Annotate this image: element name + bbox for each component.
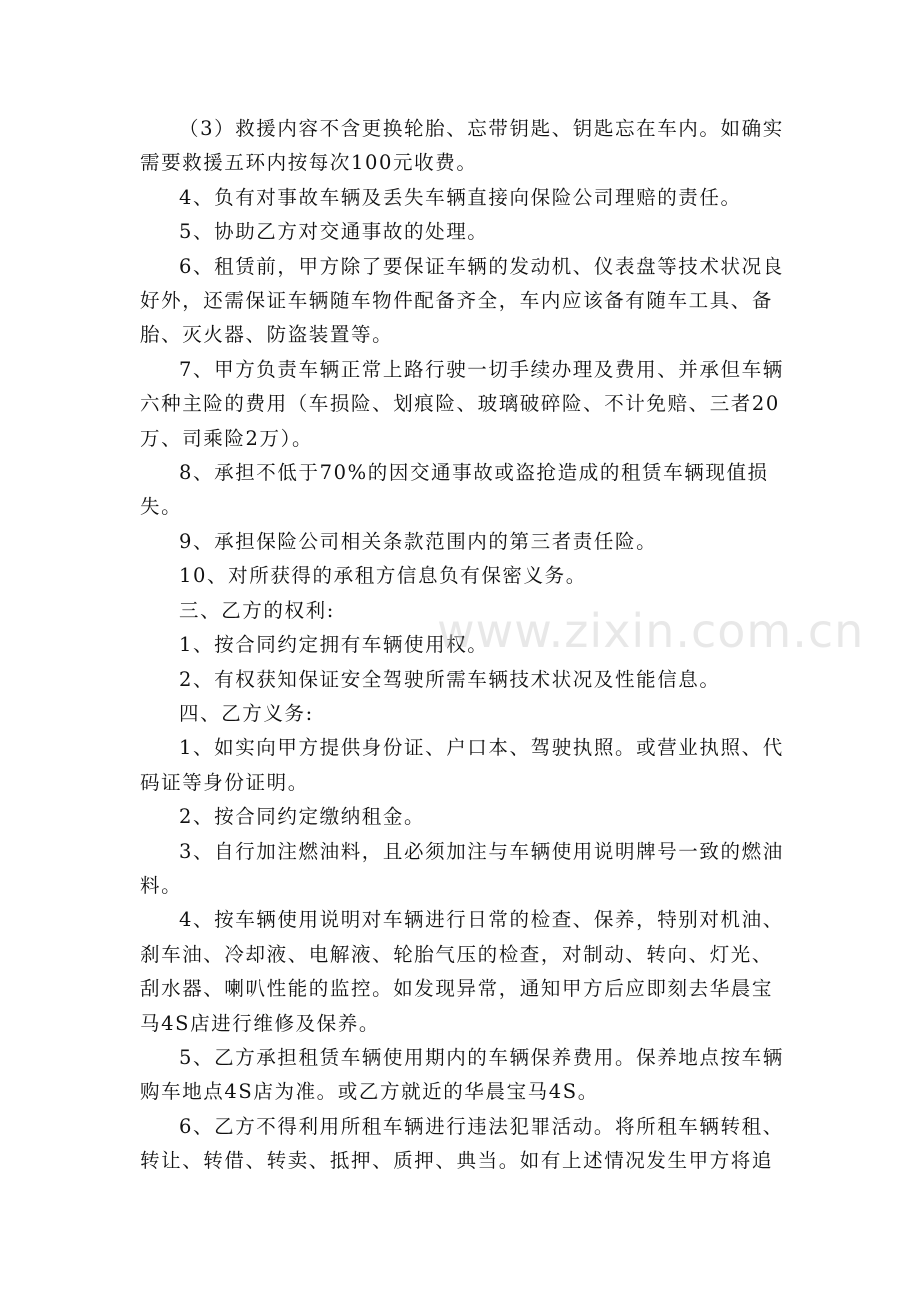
paragraph-info-right: 2、有权获知保证安全驾驶所需车辆技术状况及性能信息。 <box>179 667 721 691</box>
paragraph-daily-inspection: 4、按车辆使用说明对车辆进行日常的检查、保养，特别对机油、刹车油、冷却液、电解液、轮胎气压的检查，对制动、转向、灯光、刮水器、喇叭性能的监控。如发现异常，通知甲方后应即刻去华晨宝马4S店进行维修及保养。 <box>140 908 784 1035</box>
section-heading-party-b-obligations: 四、乙方义务: <box>179 701 314 725</box>
paragraph-confidentiality: 10、对所获得的承租方信息负有保密义务。 <box>179 564 587 588</box>
paragraph-provide-id: 1、如实向甲方提供身份证、户口本、驾驶执照。或营业执照、代码证等身份证明。 <box>140 736 784 794</box>
paragraph-usage-right: 1、按合同约定拥有车辆使用权。 <box>179 633 489 657</box>
paragraph-fuel: 3、自行加注燃油料，且必须加注与车辆使用说明牌号一致的燃油料。 <box>140 839 784 897</box>
paragraph-loss-liability: 8、承担不低于70%的因交通事故或盗抢造成的租赁车辆现值损失。 <box>140 461 769 519</box>
paragraph-pre-lease-condition: 6、租赁前，甲方除了要保证车辆的发动机、仪表盘等技术状况良好外，还需保证车辆随车物件配备齐全，车内应该备有随车工具、备胎、灭火器、防盗装置等。 <box>140 254 784 347</box>
paragraph-procedures-and-insurance: 7、甲方负责车辆正常上路行驶一切手续办理及费用、并承但车辆六种主险的费用（车损险、划痕险、玻璃破碎险、不计免赔、三者20万、司乘险2万）。 <box>140 357 784 450</box>
paragraph-accident-assist: 5、协助乙方对交通事故的处理。 <box>179 220 489 244</box>
paragraph-rescue-scope: （3）救援内容不含更换轮胎、忘带钥匙、钥匙忘在车内。如确实需要救援五环内按每次100元收费。 <box>140 117 784 175</box>
paragraph-third-party-insurance: 9、承担保险公司相关条款范围内的第三者责任险。 <box>179 529 658 553</box>
section-heading-party-b-rights: 三、乙方的权利: <box>179 598 335 622</box>
paragraph-maintenance-costs: 5、乙方承担租赁车辆使用期内的车辆保养费用。保养地点按车辆购车地点4S店为准。或乙方就近的华晨宝马4S。 <box>140 1045 784 1104</box>
document-body <box>140 112 790 1179</box>
paragraph-pay-rent: 2、按合同约定缴纳租金。 <box>179 805 426 829</box>
watermark-text: www.zixin.com.cn <box>437 604 865 658</box>
paragraph-illegal-use-prohibited: 6、乙方不得利用所租车辆进行违法犯罪活动。将所租车辆转租、转让、转借、转卖、抵押、质押、典当。如有上述情况发生甲方将追 <box>140 1114 784 1173</box>
paragraph-insurance-claims: 4、负有对事故车辆及丢失车辆直接向保险公司理赔的责任。 <box>179 185 742 209</box>
